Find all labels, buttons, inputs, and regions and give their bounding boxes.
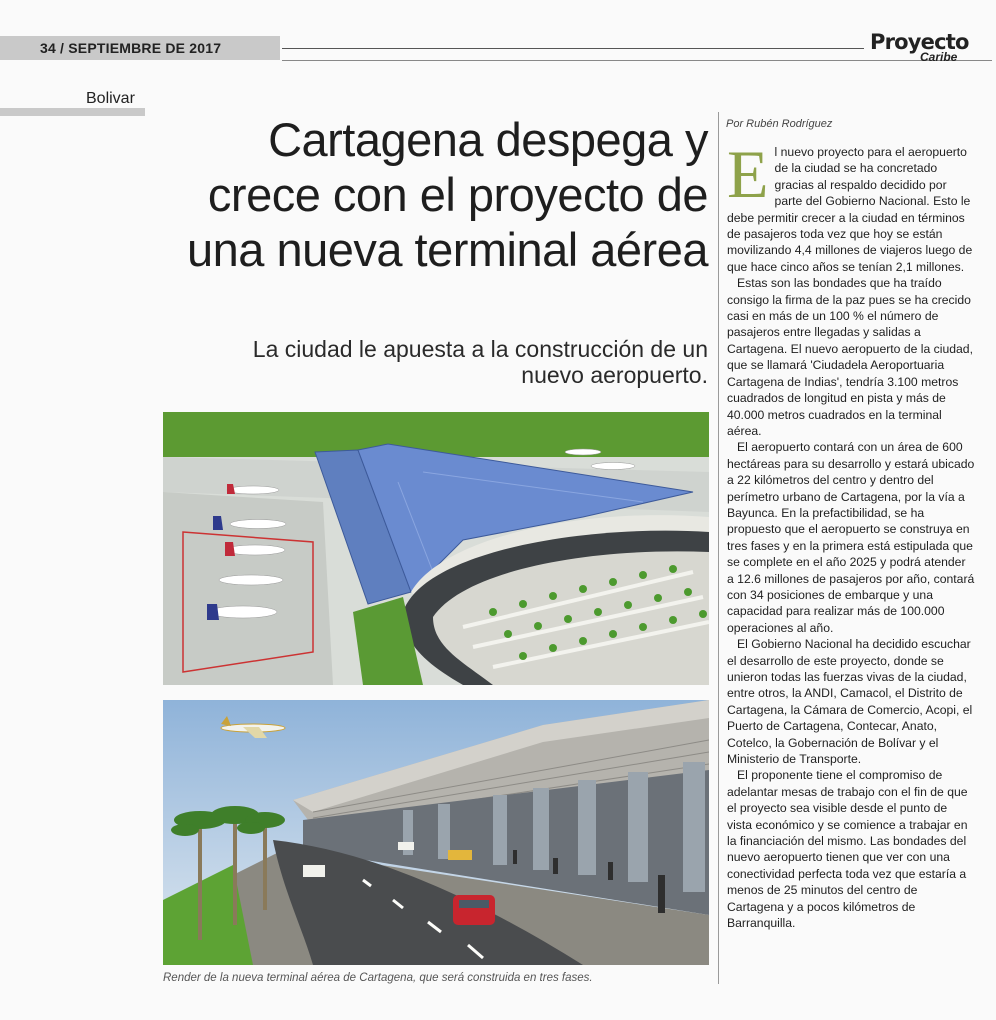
publication-logo [870,30,980,66]
article-paragraph: Estas son las bondades que ha traído consigo la firma de la paz pues se ha crecido casi en más de un 100 % el número de pasajeros entre llegadas y salidas a Cartagena. El nuevo aeropuerto de la ciudad, que se llamará 'Ciudadela Aeroportuaria Cartagena de Indias', tendría 3.100 metros cuadrados de longitud en pista y más de 40.000 metros cuadrados en la terminal aérea. [727,276,973,438]
article-paragraph: El aeropuerto contará con un área de 600 hectáreas para su desarrollo y estará ubicado a 22 kilómetros del centro y dentro del perímetro urbano de Cartagena, por la vía a Bayunca. En la prefactibilidad, se ha propuesto que el aeropuerto se construya en tres fases y en la primera está estipulada que se complete en el año 2025 y podrá atender a 12.6 millones de pasajeros por año, contará con 34 posiciones de embarque y una capacidad para realizar más de 100.000 operaciones al año. [727,440,975,635]
aerial-terminal-render [163,412,709,685]
logo-main-text: Proyecto [870,30,969,54]
header-rule [282,48,864,49]
drop-cap: E [727,136,769,212]
byline: Por Rubén Rodríguez [726,118,833,130]
article-body [727,136,975,932]
page-date-label: 34 / SEPTIEMBRE DE 2017 [40,40,222,56]
image-caption: Render de la nueva terminal aérea de Cartagena, que será construida en tres fases. [163,972,593,984]
grass-area [163,412,709,457]
article-paragraph [727,136,975,275]
paragraph-text: l nuevo proyecto para el aeropuerto de la ciudad se ha concretado gracias al respaldo decidido por parte del Gobierno Nacional. Esto le debe permitir crecer a la ciudad en términos de pasajeros toda vez que hoy se están movilizando 4,4 millones de viajeros luego de que hace cinco años se tenían 2,1 millones. [727,145,973,274]
subtitle: La ciudad le apuesta a la construcción de un nuevo aeropuerto. [252,336,708,388]
column-divider [718,112,719,984]
logo-sub-text: Caribe [920,50,958,64]
frontal-terminal-render [163,700,709,965]
article-paragraph: El Gobierno Nacional ha decidido escuchar el desarrollo de este proyecto, donde se unieron todas las fuerzas vivas de la ciudad, entre otros, la ANDI, Camacol, el Distrito de Cartagena, la Cámara de Comercio, Acopi, el Puerto de Cartagena, Contecar, Anato, Cotelco, la Gobernación de Bolívar y el Ministerio de Transporte. [727,637,973,767]
section-label: Bolivar [86,90,135,107]
article-paragraph: El proponente tiene el compromiso de adelantar mesas de trabajo con el fin de que el proyecto sea visible desde el punto de vista económico y se comience a trabajar en la financiación del mismo. Las bondades del nuevo aeropuerto tienen que ver con una conectividad perfecta toda vez que estaría a menos de 25 minutos del centro de Cartagena y a pocos kilómetros de Barranquilla. [727,768,968,931]
headline: Cartagena despega y crece con el proyecto de una nueva terminal aérea [186,113,708,276]
section-band [0,108,145,116]
